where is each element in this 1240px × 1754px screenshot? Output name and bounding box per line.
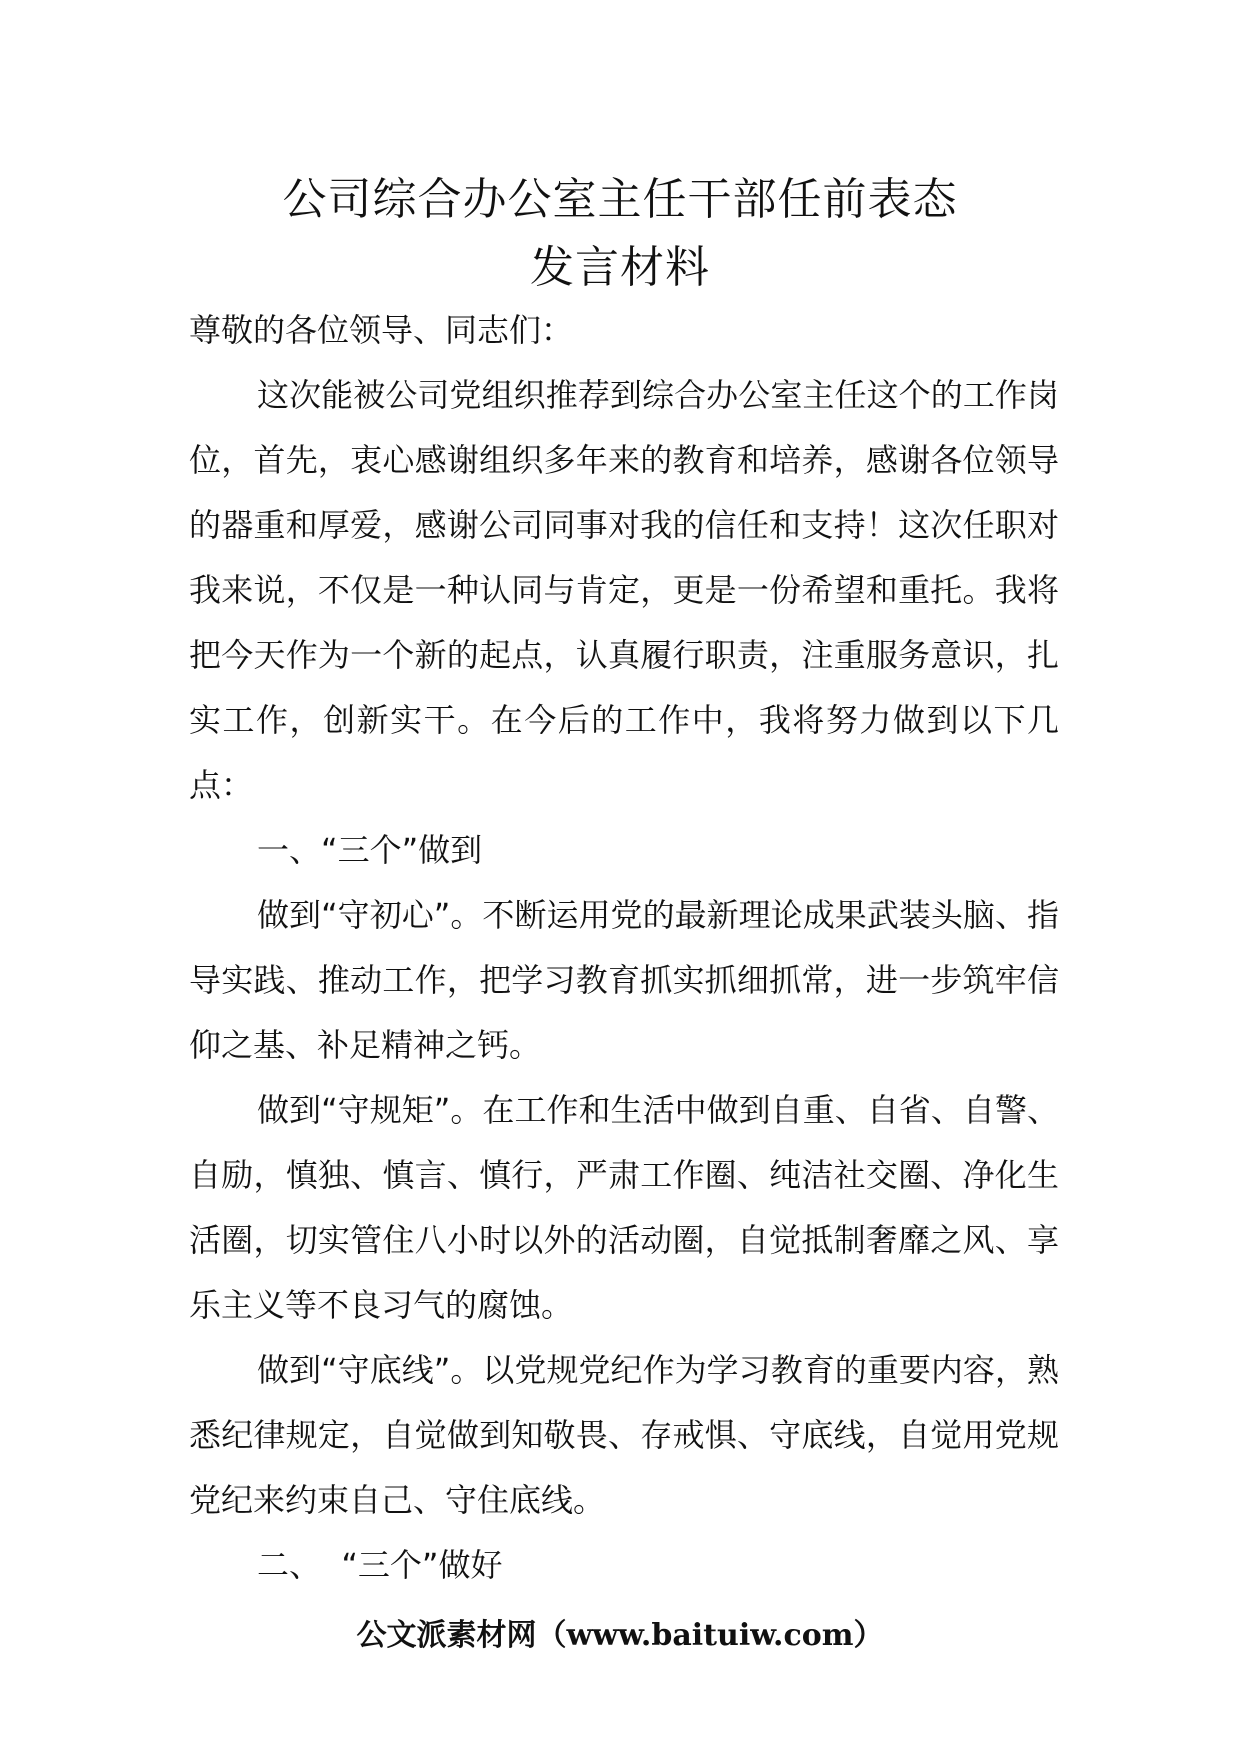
document-body	[189, 298, 1059, 1598]
document-title-line-2: 发言材料	[530, 242, 710, 293]
section-heading-1: 一、“三个”做到	[257, 831, 483, 869]
section-heading-2: 二、 “三个”做好	[257, 1546, 503, 1584]
salutation: 尊敬的各位领导、同志们：	[189, 311, 574, 349]
paragraph-shou-dixian: 做到“守底线”。以党规党纪作为学习教育的重要内容，熟悉纪律规定，自觉做到知敬畏、存戒惧、守底线，自觉用党规党纪来约束自己、守住底线。	[189, 1351, 1059, 1519]
footer-watermark: 公文派素材网（www.baituiw.com）	[356, 1618, 884, 1653]
paragraph-shou-guiju: 做到“守规矩”。在工作和生活中做到自重、自省、自警、自励，慎独、慎言、慎行，严肃工作圈、纯洁社交圈、净化生活圈，切实管住八小时以外的活动圈，自觉抵制奢靡之风、享乐主义等不良习气的腐蚀。	[189, 1091, 1059, 1324]
paragraph-shou-chuxin: 做到“守初心”。不断运用党的最新理论成果武装头脑、指导实践、推动工作，把学习教育抓实抓细抓常，进一步筑牢信仰之基、补足精神之钙。	[189, 896, 1059, 1064]
document-title-line-1: 公司综合办公室主任干部任前表态	[282, 174, 958, 225]
paragraph-intro: 这次能被公司党组织推荐到综合办公室主任这个的工作岗位，首先，衷心感谢组织多年来的教育和培养，感谢各位领导的器重和厚爱，感谢公司同事对我的信任和支持！这次任职对我来说，不仅是一种认同与肯定，更是一份希望和重托。我将把今天作为一个新的起点，认真履行职责，注重服务意识，扎实工作，创新实干。在今后的工作中，我将努力做到以下几点：	[189, 376, 1059, 804]
